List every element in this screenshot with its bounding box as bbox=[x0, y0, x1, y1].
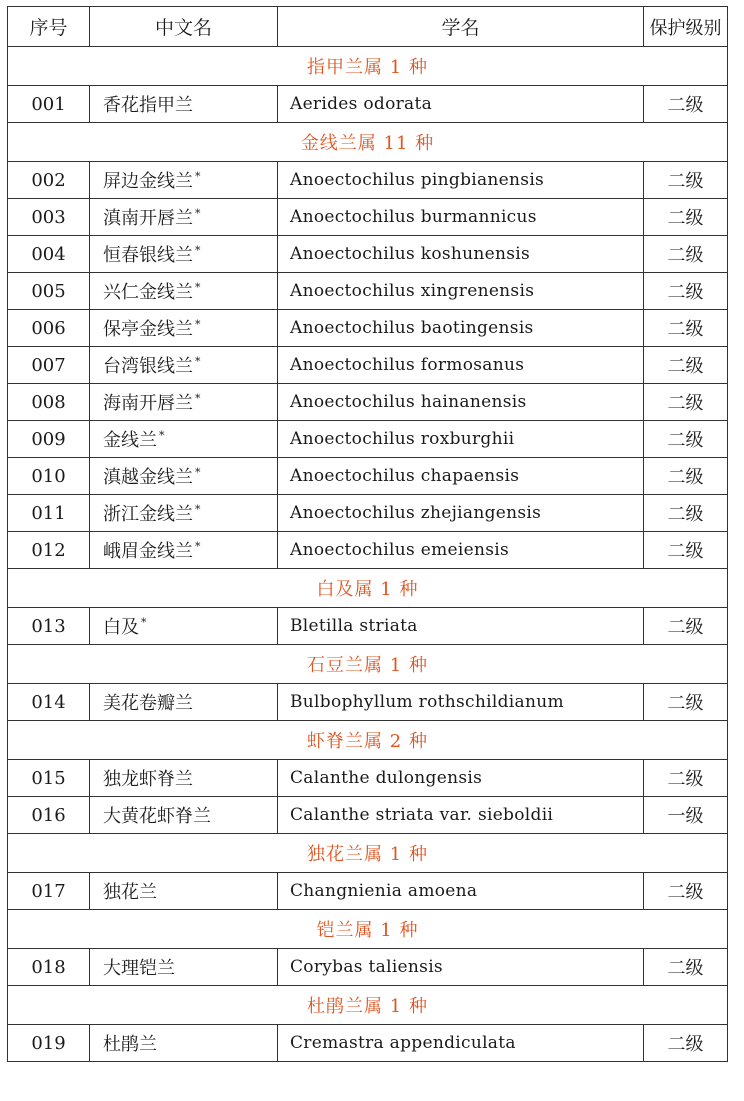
species-number: 011 bbox=[8, 495, 90, 532]
chinese-name-cell bbox=[90, 273, 278, 310]
genus-heading: 石豆兰属 1 种 bbox=[8, 645, 728, 684]
header-number: 序号 bbox=[8, 7, 90, 47]
chinese-name: 海南开唇兰 bbox=[103, 393, 193, 414]
chinese-name: 台湾银线兰 bbox=[103, 356, 193, 377]
chinese-name-cell bbox=[90, 1025, 278, 1062]
protection-level: 二级 bbox=[644, 949, 728, 986]
protected-orchid-table bbox=[7, 6, 728, 1062]
table-row bbox=[8, 162, 728, 199]
protection-level: 一级 bbox=[644, 797, 728, 834]
protection-level: 二级 bbox=[644, 458, 728, 495]
endemic-mark: * bbox=[195, 466, 201, 479]
genus-row bbox=[8, 910, 728, 949]
protection-level: 二级 bbox=[644, 347, 728, 384]
species-number: 006 bbox=[8, 310, 90, 347]
species-number: 007 bbox=[8, 347, 90, 384]
table-body bbox=[8, 47, 728, 1062]
scientific-name: Calanthe dulongensis bbox=[278, 760, 644, 797]
endemic-mark: * bbox=[195, 207, 201, 220]
species-number: 017 bbox=[8, 873, 90, 910]
protection-level: 二级 bbox=[644, 760, 728, 797]
scientific-name: Corybas taliensis bbox=[278, 949, 644, 986]
species-number: 018 bbox=[8, 949, 90, 986]
scientific-name: Anoectochilus chapaensis bbox=[278, 458, 644, 495]
scientific-name: Anoectochilus formosanus bbox=[278, 347, 644, 384]
protection-level: 二级 bbox=[644, 86, 728, 123]
scientific-name: Bletilla striata bbox=[278, 608, 644, 645]
table-row bbox=[8, 310, 728, 347]
chinese-name: 恒春银线兰 bbox=[103, 245, 193, 266]
species-number: 014 bbox=[8, 684, 90, 721]
genus-heading: 杜鹃兰属 1 种 bbox=[8, 986, 728, 1025]
chinese-name-cell bbox=[90, 458, 278, 495]
scientific-name: Anoectochilus emeiensis bbox=[278, 532, 644, 569]
chinese-name: 浙江金线兰 bbox=[103, 504, 193, 525]
species-number: 013 bbox=[8, 608, 90, 645]
chinese-name: 香花指甲兰 bbox=[103, 95, 193, 116]
genus-heading: 虾脊兰属 2 种 bbox=[8, 721, 728, 760]
table-row bbox=[8, 797, 728, 834]
scientific-name: Aerides odorata bbox=[278, 86, 644, 123]
chinese-name-cell bbox=[90, 421, 278, 458]
table-row bbox=[8, 458, 728, 495]
endemic-mark: * bbox=[195, 503, 201, 516]
genus-heading: 金线兰属 11 种 bbox=[8, 123, 728, 162]
protection-level: 二级 bbox=[644, 608, 728, 645]
genus-row bbox=[8, 834, 728, 873]
table-row bbox=[8, 760, 728, 797]
scientific-name: Anoectochilus xingrenensis bbox=[278, 273, 644, 310]
chinese-name-cell bbox=[90, 684, 278, 721]
chinese-name-cell bbox=[90, 384, 278, 421]
chinese-name-cell bbox=[90, 873, 278, 910]
table-row bbox=[8, 384, 728, 421]
header-scientific-name: 学名 bbox=[278, 7, 644, 47]
chinese-name: 白及 bbox=[103, 617, 139, 638]
chinese-name-cell bbox=[90, 162, 278, 199]
endemic-mark: * bbox=[195, 355, 201, 368]
protection-level: 二级 bbox=[644, 310, 728, 347]
chinese-name: 大理铠兰 bbox=[103, 958, 175, 979]
chinese-name: 峨眉金线兰 bbox=[103, 541, 193, 562]
species-number: 009 bbox=[8, 421, 90, 458]
scientific-name: Anoectochilus zhejiangensis bbox=[278, 495, 644, 532]
protection-level: 二级 bbox=[644, 162, 728, 199]
chinese-name-cell bbox=[90, 608, 278, 645]
table-row bbox=[8, 949, 728, 986]
genus-heading: 独花兰属 1 种 bbox=[8, 834, 728, 873]
chinese-name: 滇南开唇兰 bbox=[103, 208, 193, 229]
chinese-name-cell bbox=[90, 760, 278, 797]
scientific-name: Bulbophyllum rothschildianum bbox=[278, 684, 644, 721]
table-row bbox=[8, 199, 728, 236]
protection-level: 二级 bbox=[644, 532, 728, 569]
protection-level: 二级 bbox=[644, 199, 728, 236]
chinese-name: 保亭金线兰 bbox=[103, 319, 193, 340]
chinese-name: 杜鹃兰 bbox=[103, 1034, 157, 1055]
protection-level: 二级 bbox=[644, 1025, 728, 1062]
genus-heading: 指甲兰属 1 种 bbox=[8, 47, 728, 86]
genus-row bbox=[8, 645, 728, 684]
protection-level: 二级 bbox=[644, 421, 728, 458]
header-protection-level: 保护级别 bbox=[644, 7, 728, 47]
chinese-name: 大黄花虾脊兰 bbox=[103, 806, 211, 827]
table-row bbox=[8, 608, 728, 645]
species-number: 010 bbox=[8, 458, 90, 495]
species-number: 004 bbox=[8, 236, 90, 273]
genus-row bbox=[8, 123, 728, 162]
scientific-name: Anoectochilus baotingensis bbox=[278, 310, 644, 347]
protection-level: 二级 bbox=[644, 273, 728, 310]
table-row bbox=[8, 273, 728, 310]
chinese-name-cell bbox=[90, 532, 278, 569]
endemic-mark: * bbox=[195, 540, 201, 553]
scientific-name: Anoectochilus roxburghii bbox=[278, 421, 644, 458]
species-number: 005 bbox=[8, 273, 90, 310]
chinese-name-cell bbox=[90, 86, 278, 123]
genus-row bbox=[8, 569, 728, 608]
scientific-name: Anoectochilus hainanensis bbox=[278, 384, 644, 421]
protection-level: 二级 bbox=[644, 495, 728, 532]
table-row bbox=[8, 684, 728, 721]
table-row bbox=[8, 532, 728, 569]
scientific-name: Calanthe striata var. sieboldii bbox=[278, 797, 644, 834]
chinese-name-cell bbox=[90, 495, 278, 532]
species-number: 002 bbox=[8, 162, 90, 199]
endemic-mark: * bbox=[159, 429, 165, 442]
chinese-name: 滇越金线兰 bbox=[103, 467, 193, 488]
chinese-name: 屏边金线兰 bbox=[103, 171, 193, 192]
chinese-name: 独花兰 bbox=[103, 882, 157, 903]
chinese-name-cell bbox=[90, 949, 278, 986]
scientific-name: Anoectochilus koshunensis bbox=[278, 236, 644, 273]
endemic-mark: * bbox=[195, 318, 201, 331]
chinese-name-cell bbox=[90, 236, 278, 273]
table-row bbox=[8, 495, 728, 532]
endemic-mark: * bbox=[195, 170, 201, 183]
chinese-name-cell bbox=[90, 310, 278, 347]
table-row bbox=[8, 347, 728, 384]
chinese-name-cell bbox=[90, 347, 278, 384]
endemic-mark: * bbox=[195, 244, 201, 257]
chinese-name-cell bbox=[90, 199, 278, 236]
table-header-row bbox=[8, 7, 728, 47]
chinese-name: 独龙虾脊兰 bbox=[103, 769, 193, 790]
scientific-name: Cremastra appendiculata bbox=[278, 1025, 644, 1062]
protection-level: 二级 bbox=[644, 236, 728, 273]
chinese-name-cell bbox=[90, 797, 278, 834]
species-number: 015 bbox=[8, 760, 90, 797]
species-number: 008 bbox=[8, 384, 90, 421]
species-number: 001 bbox=[8, 86, 90, 123]
genus-row bbox=[8, 986, 728, 1025]
genus-row bbox=[8, 721, 728, 760]
table-row bbox=[8, 236, 728, 273]
table-row bbox=[8, 873, 728, 910]
protection-level: 二级 bbox=[644, 684, 728, 721]
protection-level: 二级 bbox=[644, 873, 728, 910]
header-chinese-name: 中文名 bbox=[90, 7, 278, 47]
endemic-mark: * bbox=[141, 616, 147, 629]
genus-heading: 铠兰属 1 种 bbox=[8, 910, 728, 949]
scientific-name: Anoectochilus burmannicus bbox=[278, 199, 644, 236]
species-number: 016 bbox=[8, 797, 90, 834]
endemic-mark: * bbox=[195, 281, 201, 294]
chinese-name: 兴仁金线兰 bbox=[103, 282, 193, 303]
scientific-name: Anoectochilus pingbianensis bbox=[278, 162, 644, 199]
scientific-name: Changnienia amoena bbox=[278, 873, 644, 910]
protection-level: 二级 bbox=[644, 384, 728, 421]
species-number: 019 bbox=[8, 1025, 90, 1062]
chinese-name: 美花卷瓣兰 bbox=[103, 693, 193, 714]
species-number: 003 bbox=[8, 199, 90, 236]
chinese-name: 金线兰 bbox=[103, 430, 157, 451]
species-number: 012 bbox=[8, 532, 90, 569]
table-row bbox=[8, 1025, 728, 1062]
endemic-mark: * bbox=[195, 392, 201, 405]
genus-heading: 白及属 1 种 bbox=[8, 569, 728, 608]
table-row bbox=[8, 421, 728, 458]
table-row bbox=[8, 86, 728, 123]
genus-row bbox=[8, 47, 728, 86]
